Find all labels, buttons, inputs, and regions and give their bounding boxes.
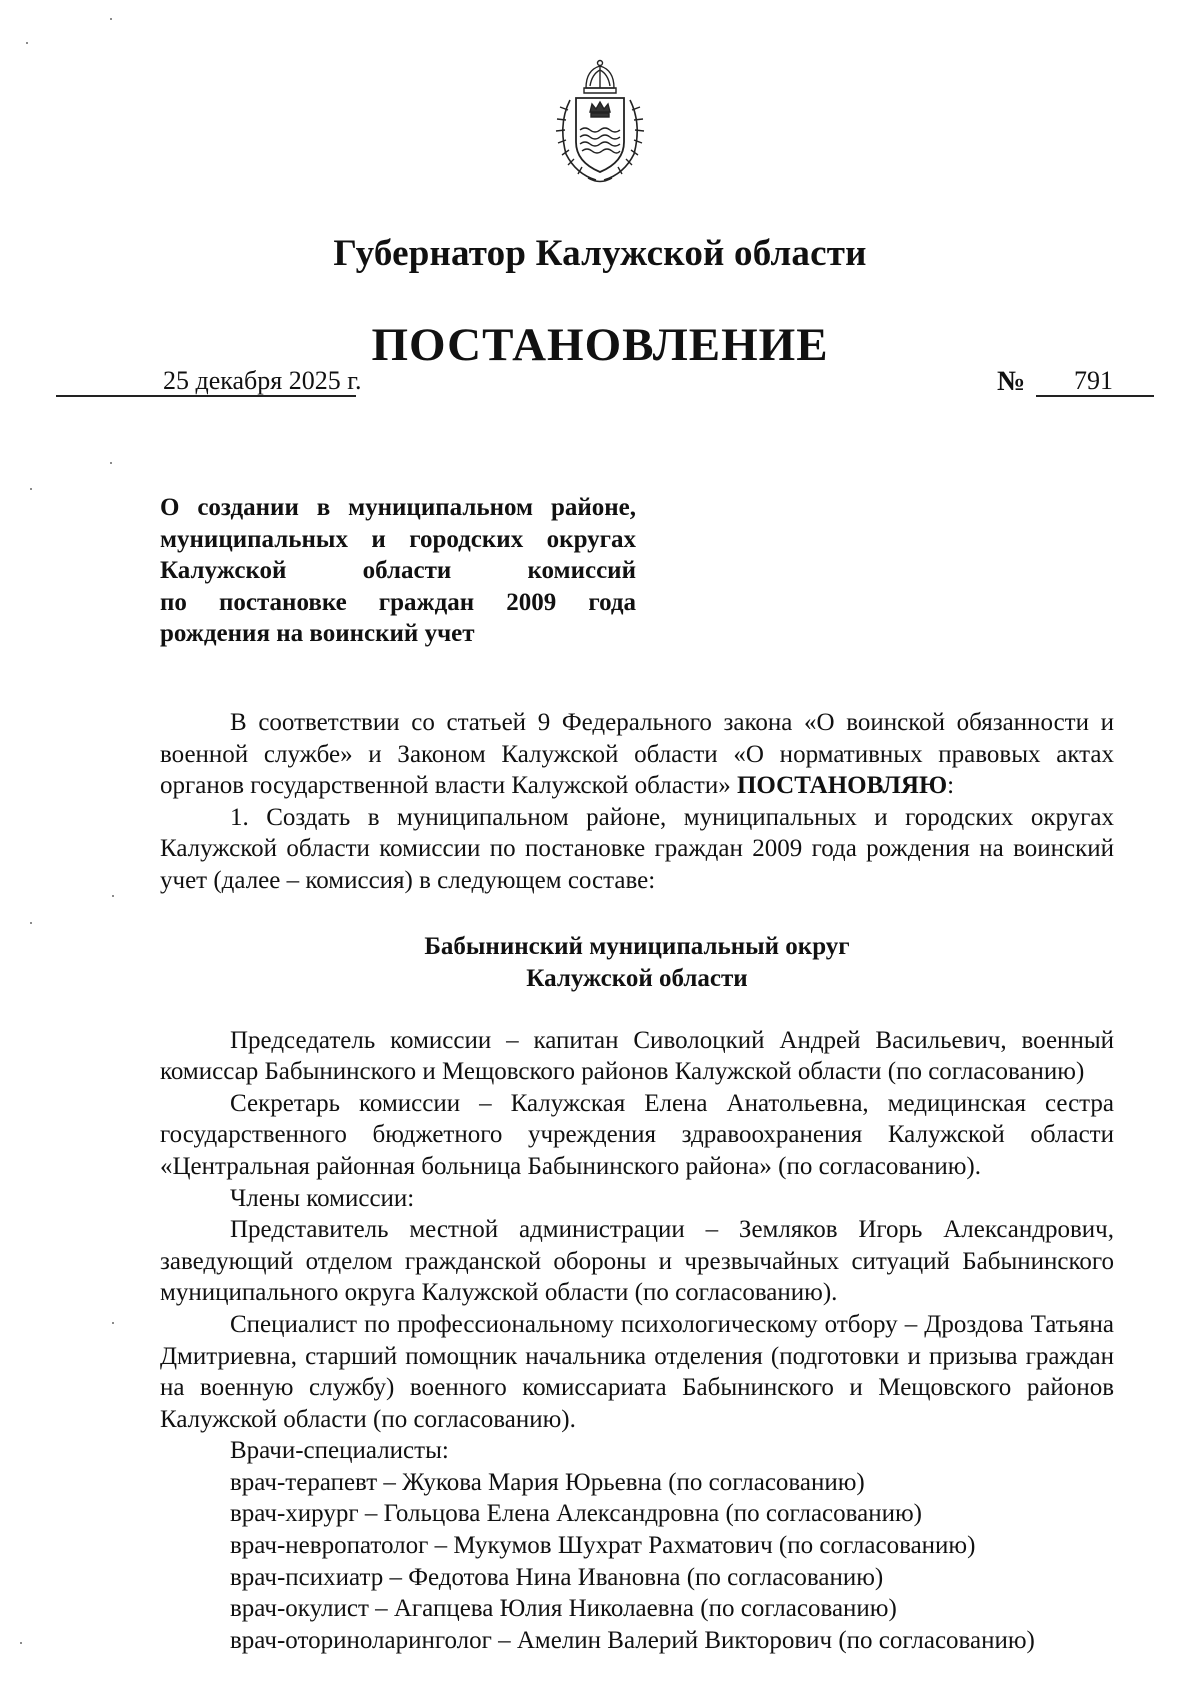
- section-heading-line: Бабынинский муниципальный округ: [424, 932, 850, 960]
- doctor-entry: врач-окулист – Агапцева Юлия Николаевна (по согласованию): [230, 1595, 897, 1623]
- scan-speck: [112, 895, 114, 897]
- document-number: 791: [1074, 366, 1113, 395]
- secretary-paragraph: Секретарь комиссии – Калужская Елена Анатольевна, медицинская сестра государственного бюджетного учреждения здравоохранения Калужской области «Центральная районная больница Бабынинского района» (по согласованию).: [160, 1089, 1114, 1180]
- scan-speck: [110, 18, 112, 20]
- decree-word: ПОСТАНОВЛЯЮ: [736, 772, 948, 800]
- document-body: [160, 707, 1114, 1656]
- document-subject: [160, 492, 636, 650]
- scan-speck: [20, 1642, 22, 1644]
- scan-speck: [30, 922, 32, 924]
- subject-line: Калужской области комиссий: [160, 557, 636, 584]
- subject-line: О создании в муниципальном районе,: [160, 494, 636, 521]
- doctor-entry: врач-психиатр – Федотова Нина Ивановна (по согласованию): [230, 1563, 884, 1591]
- document-date: 25 декабря 2025 г.: [163, 366, 362, 395]
- admin-rep-paragraph: Представитель местной администрации – Земляков Игорь Александрович, заведующий отделом гражданской обороны и чрезвычайных ситуаций Бабынинского муниципального округа Калужской области (по согласованию).: [160, 1216, 1114, 1307]
- doctor-entry: врач-невропатолог – Мукумов Шухрат Рахматович (по согласованию): [230, 1532, 976, 1560]
- scan-speck: [30, 488, 32, 490]
- coat-of-arms-emblem: [540, 58, 660, 186]
- document-type-title: ПОСТАНОВЛЕНИЕ: [371, 319, 829, 371]
- doctor-entry: врач-оториноларинголог – Амелин Валерий Викторович (по согласованию): [230, 1626, 1035, 1654]
- scan-speck: [112, 1322, 114, 1324]
- subject-line: муниципальных и городских округах: [160, 525, 636, 553]
- subject-line: по постановке граждан 2009 года: [160, 588, 636, 616]
- section-heading-line: Калужской области: [526, 964, 748, 992]
- scan-speck: [110, 462, 112, 464]
- subject-line: рождения на воинский учет: [160, 620, 475, 647]
- members-label: Члены комиссии:: [230, 1184, 415, 1212]
- scan-speck: [26, 42, 28, 44]
- doctors-label: Врачи-специалисты:: [230, 1437, 449, 1465]
- preamble-text: В соответствии со статьей 9 Федерального закона «О воинской обязанности и военной службе» и Законом Калужской области «О нормативных правовых актах органов государственной власти Калужской области»: [160, 709, 1114, 800]
- section-heading: [160, 931, 1114, 995]
- chairman-paragraph: Председатель комиссии – капитан Сиволоцкий Андрей Васильевич, военный комиссар Бабынинского и Мещовского районов Калужской области (по согласованию): [160, 1026, 1114, 1086]
- item-1-paragraph: 1. Создать в муниципальном районе, муниципальных и городских округах Калужской области комиссии по постановке граждан 2009 года рождения на воинский учет (далее – комиссия) в следующем составе:: [160, 803, 1114, 894]
- decree-colon: :: [947, 772, 955, 800]
- preamble-paragraph: [160, 707, 1114, 802]
- doctor-entry: врач-терапевт – Жукова Мария Юрьевна (по согласованию): [230, 1468, 865, 1496]
- psych-specialist-paragraph: Специалист по профессиональному психологическому отбору – Дроздова Татьяна Дмитриевна, старший помощник начальника отделения (подготовки и призыва граждан на военную службу) военного комиссариата Бабынинского и Мещовского районов Калужской области (по согласованию).: [160, 1310, 1114, 1433]
- number-sign: №: [997, 366, 1026, 397]
- issuing-authority: Губернатор Калужской области: [333, 233, 867, 274]
- doctor-entry: врач-хирург – Гольцова Елена Александровна (по согласованию): [230, 1500, 922, 1528]
